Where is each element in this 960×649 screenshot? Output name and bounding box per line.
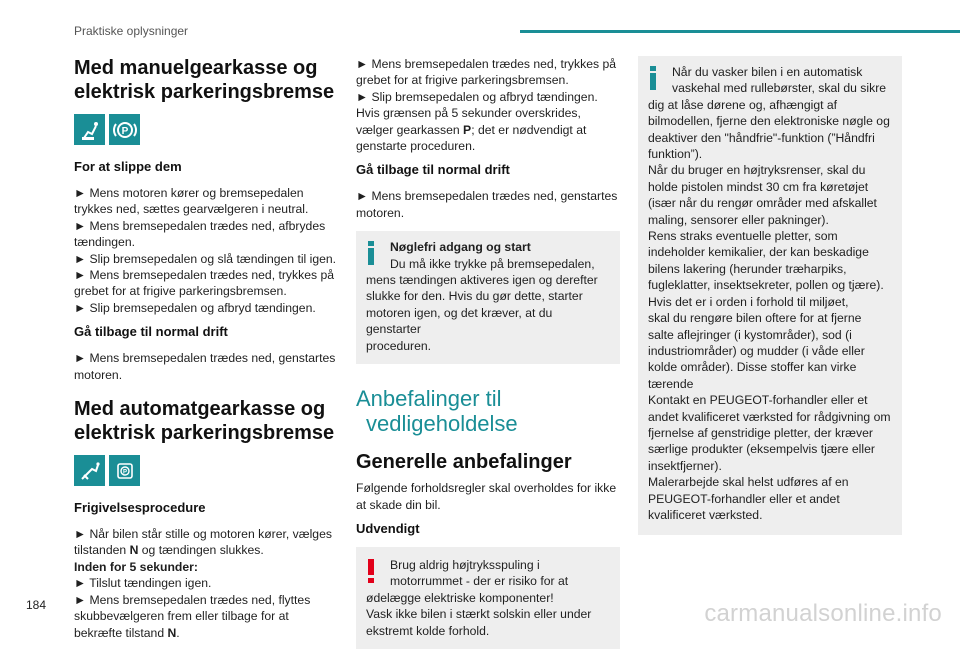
text-line: industriområder) og mudder (i våde eller — [648, 343, 865, 358]
text-run: vælger gearkassen — [356, 122, 464, 137]
text-line: skal du rengøre bilen oftere for at fjerne — [648, 311, 862, 326]
text-line — [74, 542, 340, 558]
text-run: tilstanden — [74, 543, 130, 558]
text-line: ► Mens bremsepedalen trædes ned, genstartes — [74, 351, 336, 366]
text-line: ► Når bilen står stille og motoren kører, vælges — [74, 527, 332, 542]
heading-auto-line-2: elektrisk parkeringsbremse — [74, 422, 335, 445]
text-line: ødelægge elektriske komponenter! — [366, 590, 554, 605]
text-line: fjernelse af genstridige pletter, der kræver — [648, 425, 873, 440]
release-steps — [74, 185, 340, 316]
heading-auto — [74, 397, 340, 445]
heading-general: Generelle anbefalinger — [356, 451, 572, 474]
text-line: mens tændingen aktiveres igen og derefter — [366, 273, 598, 288]
within-5-seconds: Inden for 5 sekunder: — [74, 559, 198, 574]
text-line: funktion”). — [648, 147, 703, 162]
text-line: deaktiver den "håndfrie"-funktion (”Håndfri — [648, 130, 875, 145]
text-run: . — [176, 625, 180, 640]
text-line: Hvis grænsen på 5 sekunder overskrides, — [356, 106, 581, 121]
text-line: Malerarbejde skal helst udføres af en — [648, 475, 849, 490]
page-number: 184 — [26, 598, 47, 612]
chapter-title — [356, 386, 620, 436]
icon-row-auto — [74, 455, 340, 486]
column-3 — [638, 56, 902, 535]
header-accent-bar — [520, 30, 960, 33]
text-line: ► Mens bremsepedalen trædes ned, genstartes — [356, 189, 618, 204]
text-run: og tændingen slukkes. — [138, 543, 264, 558]
column-1 — [74, 56, 340, 641]
text-line: slukke for den. Hvis du gør dette, starter — [366, 289, 583, 304]
text-line: genstarte proceduren. — [356, 139, 476, 154]
sub-back-normal-2: Gå tilbage til normal drift — [356, 162, 510, 178]
text-line: vaskehal med rullebørster, skal du sikre — [672, 81, 887, 96]
svg-text:P: P — [122, 469, 127, 476]
text-line: holde pistolen mindst 30 cm fra køretøjet — [648, 179, 869, 194]
text-line: Følgende forholdsregler skal overholdes for ikke — [356, 481, 617, 496]
text-line: Kontakt en PEUGEOT-forhandler eller et — [648, 393, 868, 408]
text-line: ► Tilslut tændingen igen. — [74, 576, 212, 591]
text-line: andet kvalificeret værksted for rådgivning om — [648, 409, 891, 424]
svg-text:P: P — [121, 125, 128, 137]
info-box-keyless — [356, 231, 620, 364]
text-line: Når du vasker bilen i en automatisk — [672, 65, 863, 79]
text-line: PEUGEOT-forhandler eller et andet — [648, 491, 840, 506]
running-header: Praktiske oplysninger — [74, 24, 189, 38]
info-box-washing — [638, 56, 902, 535]
text-line: Hvis det er i orden i forhold til miljøet, — [648, 294, 849, 309]
text-line: ► Mens bremsepedalen trædes ned, flyttes — [74, 592, 311, 607]
warning-box — [356, 547, 620, 649]
text-run: ; det er nødvendigt at — [471, 122, 587, 137]
text-line: motorrummet - der er risiko for at — [390, 574, 569, 589]
chapter-line-2: vedligeholdelse — [366, 411, 518, 437]
text-line: ► Mens bremsepedalen trædes ned, trykkes på — [74, 268, 335, 283]
text-line: bilens lakering (herunder træharpiks, — [648, 261, 847, 276]
text-line: Når du bruger en højtryksrenser, skal du — [648, 163, 866, 178]
sub-procedure: Frigivelsesprocedure — [74, 500, 206, 516]
warning-icon — [366, 559, 376, 588]
text-line: grebet for at frigive parkeringsbremsen. — [356, 73, 569, 88]
text-line: ► Slip bremsepedalen og slå tændingen til igen. — [74, 251, 337, 266]
text-line: dig at låse dørene og, afhængigt af — [648, 97, 838, 112]
text-line: at skade din bil. — [356, 497, 441, 512]
text-line: ► Slip bremsepedalen og afbryd tændingen. — [74, 300, 316, 315]
info-title: Nøglefri adgang og start — [390, 240, 531, 255]
text-line: tærende — [648, 376, 694, 391]
text-line: trykkes ned, sættes gearvælgeren i neutral. — [74, 202, 309, 217]
text-line: motoren. — [356, 205, 405, 220]
text-line: (især når du rengør områder med afskallet — [648, 196, 877, 211]
text-line: Vask ikke bilen i stærkt solskin eller under — [366, 607, 592, 622]
text-line: Du må ikke trykke på bremsepedalen, — [390, 256, 595, 271]
text-line — [356, 122, 620, 138]
text-line: ekstremt kolde forhold. — [366, 623, 490, 638]
text-line: skubbevælgeren frem eller tilbage for at — [74, 609, 289, 624]
mode-p: P — [463, 122, 472, 137]
column-2 — [356, 56, 620, 649]
text-line: grebet for at frigive parkeringsbremsen. — [74, 284, 287, 299]
heading-manual-line-2: elektrisk parkeringsbremse — [74, 81, 335, 103]
mode-n: N — [167, 625, 177, 640]
sub-outside: Udvendigt — [356, 520, 420, 536]
text-line: kvalificeret værksted. — [648, 507, 763, 522]
text-line: Rens straks eventuelle pletter, som — [648, 229, 838, 244]
text-line: bilmodellen, fjerne den elektroniske nøgle og — [648, 114, 890, 129]
text-line: fugleklatter, insektsekreter, pollen og tjære). — [648, 278, 884, 293]
text-line: salte aflejringer (i kystområder), sod (i — [648, 327, 852, 342]
text-line: motoren igen, og det kræver, at du genstarter — [366, 305, 553, 337]
text-line: maling, sensorer eller pakninger). — [648, 212, 829, 227]
sub-release: For at slippe dem — [74, 159, 182, 174]
text-line: Brug aldrig højtryksspuling i — [390, 557, 540, 572]
text-line: særlige produkter (eksempelvis tjære eller — [648, 442, 875, 457]
text-line: ► Mens bremsepedalen trædes ned, afbrydes — [74, 218, 326, 233]
text-line: ► Mens motoren kører og bremsepedalen — [74, 186, 304, 200]
icon-row-manual — [74, 114, 340, 145]
mode-n: N — [129, 543, 139, 558]
parking-brake-icon — [109, 455, 140, 486]
text-line: motoren. — [74, 367, 123, 382]
text-line: insektfjerner). — [648, 458, 722, 473]
text-line — [74, 625, 340, 641]
heading-manual — [74, 56, 340, 104]
text-line: ► Mens bremsepedalen trædes ned, trykkes på — [356, 57, 617, 71]
heading-auto-line-1: Med automatgearkasse og — [74, 398, 326, 421]
text-line: tændingen. — [74, 235, 135, 250]
chapter-line-1: Anbefalinger til — [356, 386, 502, 412]
foot-lever-icon — [74, 114, 105, 145]
text-line: indeholder kemikalier, der kan beskadige — [648, 245, 869, 260]
hand-lever-icon — [74, 455, 105, 486]
sub-back-normal: Gå tilbage til normal drift — [74, 324, 228, 340]
text-line: ► Slip bremsepedalen og afbryd tændingen. — [356, 89, 598, 104]
heading-manual-line-1: Med manuelgearkasse og — [74, 57, 318, 79]
info-icon — [648, 66, 658, 95]
info-icon — [366, 241, 376, 270]
text-line: proceduren. — [366, 338, 432, 353]
watermark: carmanualsonline.info — [704, 600, 942, 627]
parking-brake-icon — [109, 114, 140, 145]
text-line: kolde områder). Disse stoffer kan virke — [648, 360, 857, 375]
text-run: bekræfte tilstand — [74, 625, 168, 640]
